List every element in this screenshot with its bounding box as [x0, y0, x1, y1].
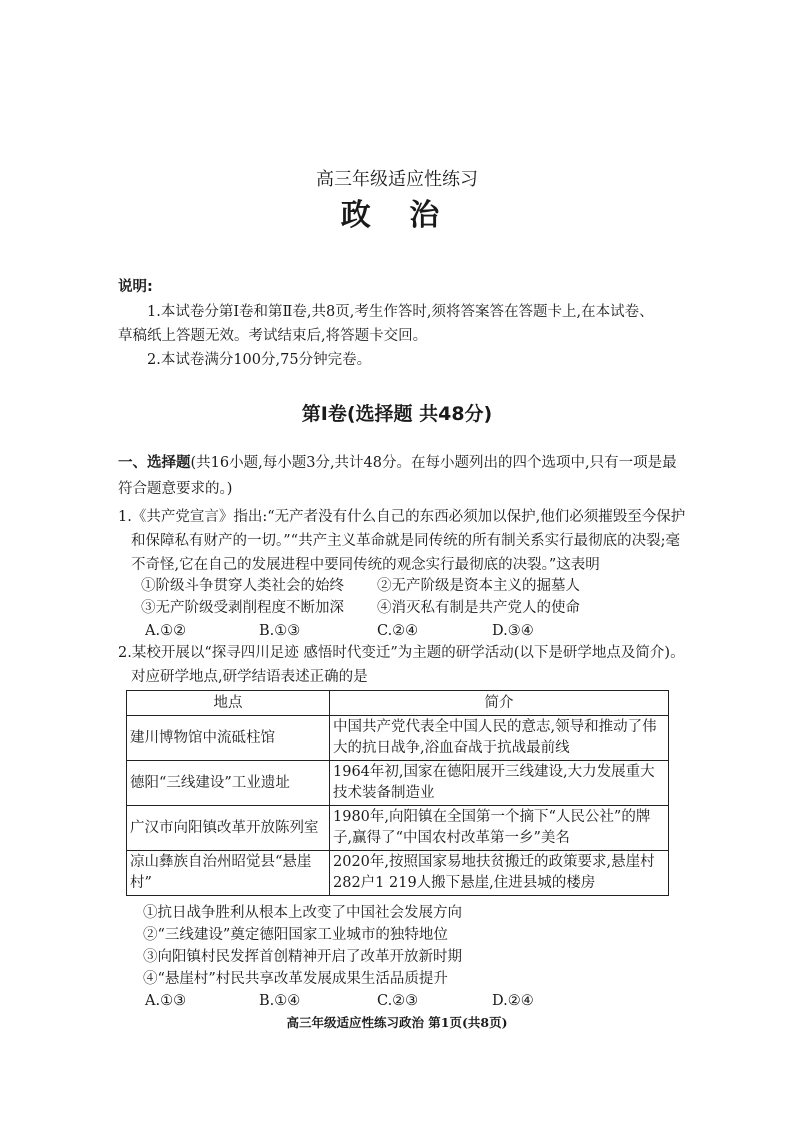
intro-cell: 1964年初,国家在德阳展开三线建设,大力发展重大技术装备制造业 [330, 761, 669, 806]
intro-cell: 2020年,按照国家易地扶贫搬迁的政策要求,悬崖村282户1 219人搬下悬崖,住进县城的楼房 [330, 851, 669, 896]
part1-desc-cont: 符合题意要求的。) [118, 481, 233, 497]
q1-statement: ④消灭私有制是共产党人的使命 [377, 600, 580, 616]
table-row [127, 761, 669, 806]
q1-choice-d: D.③④ [492, 623, 534, 639]
notes-line-1b: 草稿纸上答题无效。考试结束后,将答题卡交回。 [118, 328, 428, 344]
notes-line-1a: 1.本试卷分第Ⅰ卷和第Ⅱ卷,共8页,考生作答时,须将答案答在答题卡上,在本试卷、 [147, 304, 654, 320]
q1-stem-1: 1.《共产党宣言》指出:“无产者没有什么自己的东西必须加以保护,他们必须摧毁至今保护 [118, 509, 686, 525]
q2-statement: ②“三线建设”奠定德阳国家工业城市的独特地位 [143, 927, 448, 943]
study-sites-table [126, 690, 669, 896]
notes-line-2: 2.本试卷满分100分,75分钟完卷。 [147, 352, 372, 368]
q1-choice-c: C.②④ [377, 623, 419, 639]
q2-statement: ④“悬崖村”村民共享改革发展成果生活品质提升 [143, 971, 448, 987]
q2-statement: ①抗日战争胜利从根本上改变了中国社会发展方向 [143, 905, 462, 921]
q1-statement: ①阶级斗争贯穿人类社会的始终 [141, 578, 344, 594]
table-row [127, 716, 669, 761]
notes-label: 说明: [118, 279, 153, 295]
table-row [127, 806, 669, 851]
q2-choice-d: D.②④ [492, 993, 534, 1009]
q1-choice-b: B.①③ [259, 623, 301, 639]
subject-title: 政 治 [340, 198, 454, 233]
table-row [127, 851, 669, 896]
q1-stem-2: 和保障私有财产的一切。”“共产主义革命就是同传统的所有制关系实行最彻底的决裂;毫 [131, 533, 680, 549]
page-footer: 高三年级适应性练习政治 第1页(共8页) [286, 1015, 508, 1030]
q2-choice-a: A.①③ [145, 993, 187, 1009]
table-header-row [127, 691, 669, 716]
site-cell: 建川博物馆中流砥柱馆 [127, 716, 330, 761]
q1-statement: ③无产阶级受剥削程度不断加深 [141, 600, 344, 616]
site-cell: 德阳“三线建设”工业遗址 [127, 761, 330, 806]
part1-label: 一、选择题 [118, 455, 191, 471]
q2-choice-b: B.①④ [259, 993, 301, 1009]
q2-choice-c: C.②③ [377, 993, 419, 1009]
site-cell: 广汉市向阳镇改革开放陈列室 [127, 806, 330, 851]
part1-heading [118, 453, 677, 473]
section-title: 第Ⅰ卷(选择题 共48分) [301, 403, 493, 425]
intro-cell: 中国共产党代表全中国人民的意志,领导和推动了伟大的抗日战争,浴血奋战于抗战最前线 [330, 716, 669, 761]
q2-statement: ③向阳镇村民发挥首创精神开启了改革开放新时期 [143, 949, 462, 965]
intro-cell: 1980年,向阳镇在全国第一个摘下“人民公社”的牌子,赢得了“中国农村改革第一乡”美名 [330, 806, 669, 851]
q1-statement: ②无产阶级是资本主义的掘墓人 [377, 578, 580, 594]
column-header-intro: 简介 [330, 691, 669, 716]
q1-choice-a: A.①② [145, 623, 187, 639]
q1-stem-3: 不奇怪,它在自己的发展进程中要同传统的观念实行最彻底的决裂。”这表明 [131, 557, 600, 573]
part1-desc: (共16小题,每小题3分,共计48分。在每小题列出的四个选项中,只有一项是最 [190, 455, 677, 471]
q2-stem-1: 2.某校开展以“探寻四川足迹 感悟时代变迁”为主题的研学活动(以下是研学地点及简介)。 [118, 645, 685, 661]
q2-stem-2: 对应研学地点,研学结语表述正确的是 [131, 669, 368, 685]
column-header-site: 地点 [127, 691, 330, 716]
site-cell: 凉山彝族自治州昭觉县“悬崖村” [127, 851, 330, 896]
exam-subtitle: 高三年级适应性练习 [316, 169, 478, 190]
